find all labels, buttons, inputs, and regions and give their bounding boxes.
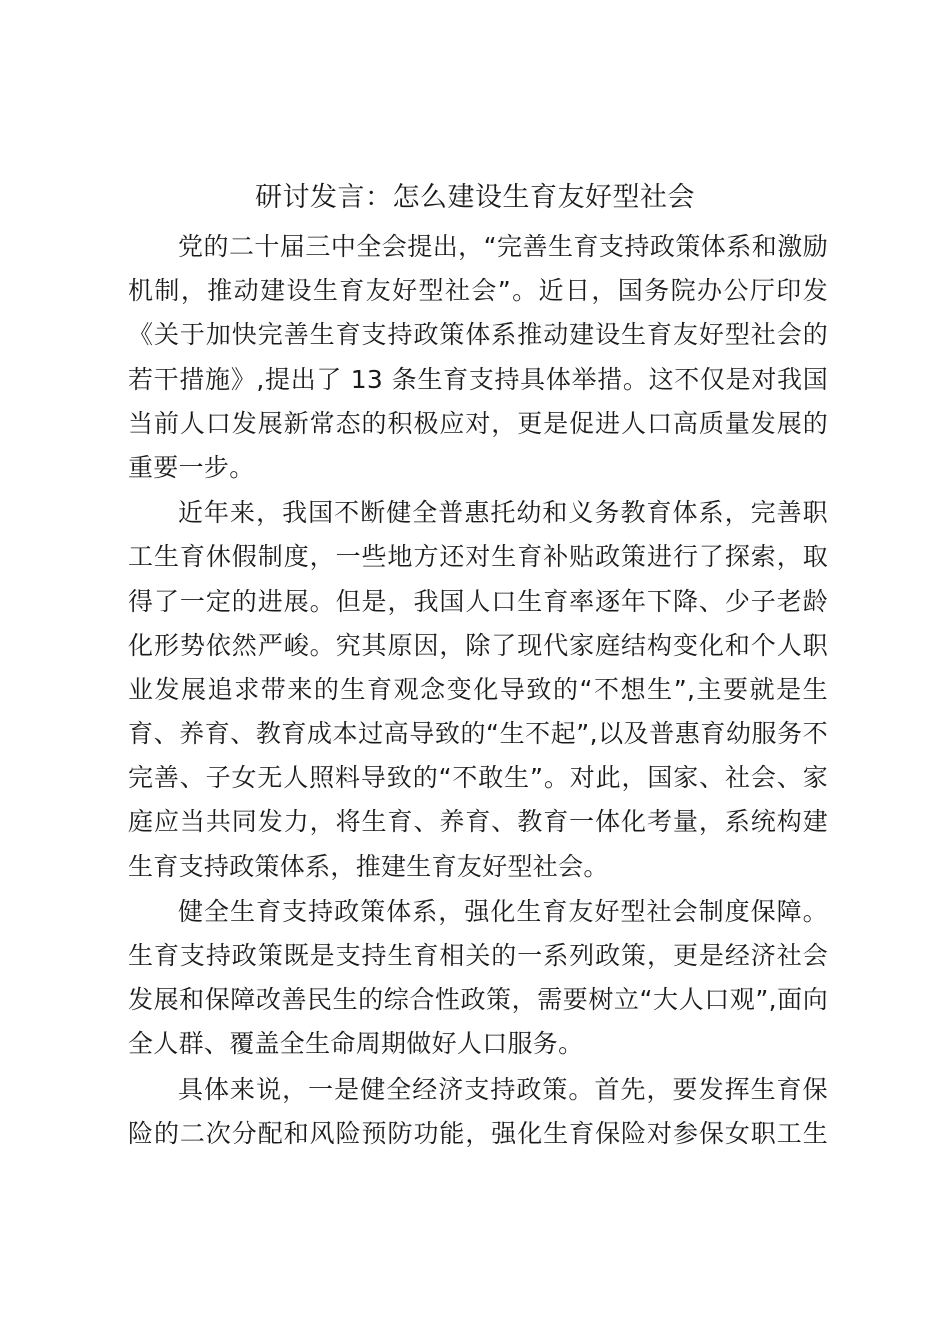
text-line: 具体来说，一是健全经济支持政策。首先，要发挥生育保 <box>178 1074 828 1104</box>
text-line: 育、养育、教育成本过高导致的“生不起”,以及普惠育幼服务不 <box>128 719 828 749</box>
document-title: 研讨发言：怎么建设生育友好型社会 <box>255 182 695 213</box>
paragraph-3 <box>128 890 828 1067</box>
text-line: 险的二次分配和风险预防功能，强化生育保险对参保女职工生 <box>128 1118 828 1148</box>
text-line: 工生育休假制度，一些地方还对生育补贴政策进行了探索，取 <box>128 542 828 572</box>
paragraph-1 <box>128 225 828 490</box>
text-line: 业发展追求带来的生育观念变化导致的“不想生”,主要就是生 <box>128 674 828 704</box>
text-line: 机制，推动建设生育友好型社会”。近日，国务院办公厅印发 <box>128 276 828 306</box>
text-line: 生育支持政策既是支持生育相关的一系列政策，更是经济社会 <box>128 941 828 970</box>
text-line: 近年来，我国不断健全普惠托幼和义务教育体系，完善职 <box>178 498 828 528</box>
text-line: 若干措施》,提出了 13 条生育支持具体举措。这不仅是对我国 <box>128 364 828 394</box>
text-line: 得了一定的进展。但是，我国人口生育率逐年下降、少子老龄 <box>128 586 828 616</box>
paragraph-2 <box>128 491 828 889</box>
text-line: 《关于加快完善生育支持政策体系推动建设生育友好型社会的 <box>128 320 828 350</box>
text-line: 全人群、覆盖全生命周期做好人口服务。 <box>128 1029 584 1059</box>
text-line: 化形势依然严峻。究其原因，除了现代家庭结构变化和个人职 <box>128 630 828 660</box>
text-line: 庭应当共同发力，将生育、养育、教育一体化考量，系统构建 <box>128 807 828 837</box>
text-line: 当前人口发展新常态的积极应对，更是促进人口高质量发展的 <box>128 408 828 438</box>
text-line: 发展和保障改善民生的综合性政策，需要树立“大人口观”,面向 <box>128 985 828 1015</box>
document-body <box>128 225 828 1157</box>
paragraph-4 <box>128 1068 828 1156</box>
text-line: 生育支持政策体系，推建生育友好型社会。 <box>128 851 609 881</box>
text-line: 党的二十届三中全会提出，“完善生育支持政策体系和激励 <box>178 232 828 261</box>
text-line: 完善、子女无人照料导致的“不敢生”。对此，国家、社会、家 <box>128 763 828 793</box>
text-line: 健全生育支持政策体系，强化生育友好型社会制度保障。 <box>178 896 828 926</box>
text-line: 重要一步。 <box>128 452 255 482</box>
